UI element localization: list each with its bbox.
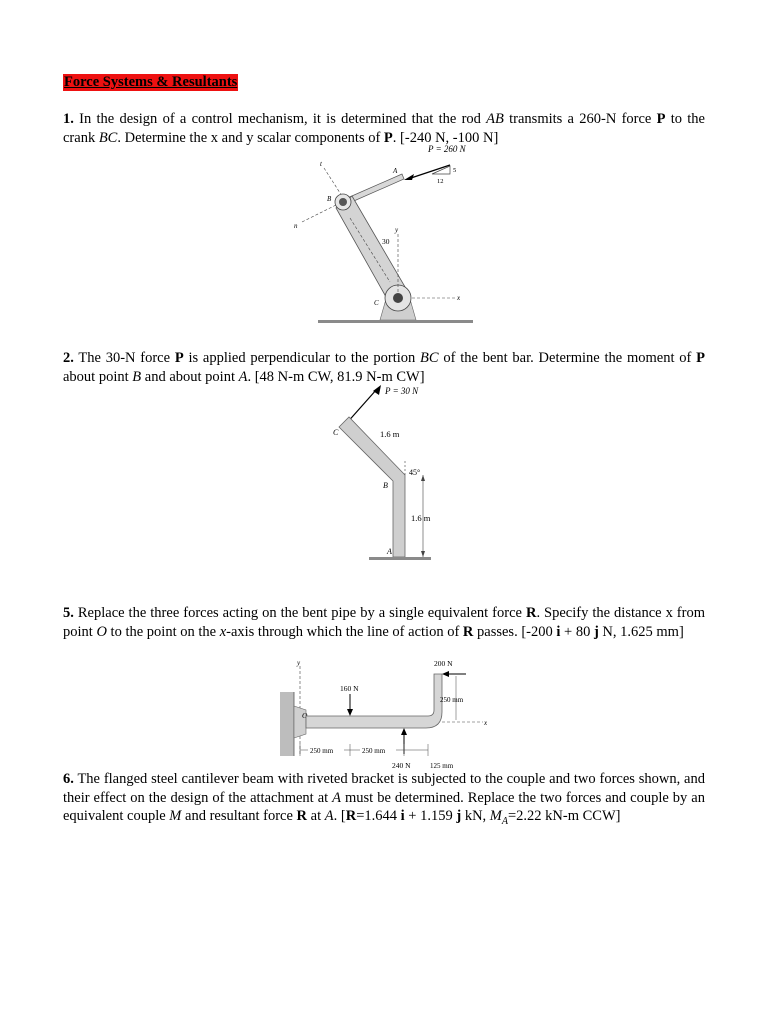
svg-text:t: t [320, 160, 322, 168]
svg-text:A: A [393, 167, 398, 175]
svg-text:250 mm: 250 mm [440, 696, 464, 704]
svg-text:B: B [327, 195, 332, 203]
svg-text:240 N: 240 N [392, 761, 411, 770]
problem-6-text: 6. The flanged steel cantilever beam with riveted bracket is subjected to the couple and two forces shown, and their effect on the design of the attachment at A must be determined. Replace the two forces and couple by an equivalent couple M and resultant force R at A. [R=1.644 i + 1.159 j kN, $M_A=2.22$ kN-m CCW] [63, 771, 705, 827]
problem-1-text: 1. In the design of a control mechanism, it is determined that the rod AB transmits a 260-N force P to the crank BC. Determine the x and y scalar components of P. [-240 N, -100 N] [63, 111, 705, 146]
figure-2-bent-bar [325, 383, 465, 568]
svg-text:12: 12 [437, 178, 444, 185]
svg-text:1.6 m: 1.6 m [411, 513, 431, 523]
svg-text:200 N: 200 N [434, 659, 453, 668]
svg-text:30: 30 [382, 237, 390, 246]
svg-text:160 N: 160 N [340, 684, 359, 693]
svg-text:y: y [395, 226, 399, 234]
svg-text:1.6 m: 1.6 m [380, 429, 400, 439]
svg-text:A: A [387, 547, 392, 556]
problem-5-text: 5. Replace the three forces acting on the bent pipe by a single equivalent force R. Specify the distance x from point O to the point on the x-axis through which the line of action of R passes. [-200 i + 80 j N, 1.625 mm] [63, 605, 705, 640]
svg-text:125 mm: 125 mm [430, 762, 454, 770]
svg-text:C: C [374, 299, 379, 307]
force-label: P = 260 N [428, 144, 466, 154]
svg-text:45°: 45° [409, 468, 421, 477]
section-heading: Force Systems & Resultants [64, 74, 238, 90]
svg-text:250 mm: 250 mm [310, 747, 334, 755]
svg-text:O: O [302, 711, 308, 720]
svg-text:C: C [333, 428, 339, 437]
svg-text:x: x [457, 294, 461, 302]
figure-1-crank-mechanism [290, 142, 480, 334]
figure-5-bent-pipe [278, 658, 493, 770]
svg-text:P = 30 N: P = 30 N [385, 386, 419, 396]
svg-text:y: y [297, 659, 301, 667]
svg-text:n: n [294, 222, 298, 230]
svg-text:5: 5 [453, 167, 457, 174]
svg-text:250 mm: 250 mm [362, 747, 386, 755]
problem-2-text: 2. The 30-N force P is applied perpendicular to the portion BC of the bent bar. Determine the moment of P about point B and about point A. [48 N-m CW, 81.9 N-m CW] [63, 350, 705, 385]
svg-text:x: x [484, 719, 488, 727]
svg-text:B: B [383, 481, 388, 490]
